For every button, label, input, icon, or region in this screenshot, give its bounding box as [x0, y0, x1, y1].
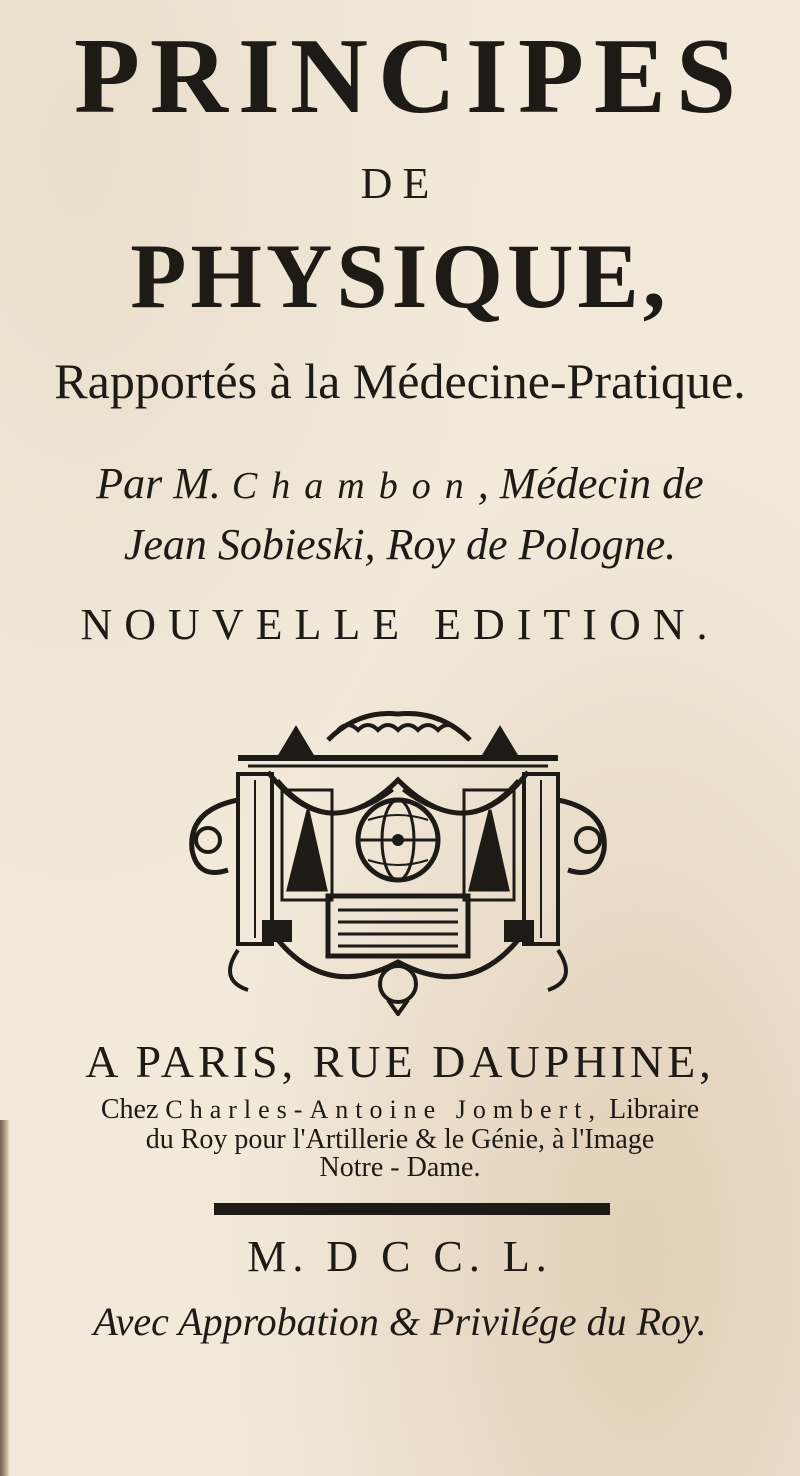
- title-de: DE: [360, 159, 440, 208]
- edition-statement: NOUVELLE EDITION.: [80, 600, 720, 649]
- author-role: , Médecin de: [477, 459, 704, 508]
- imprint-printer-line2: du Roy pour l'Artillerie & le Génie, à l'Image: [145, 1124, 655, 1155]
- imprint-printer: [0, 1094, 800, 1126]
- imprint-place: A PARIS, RUE DAUPHINE,: [85, 1036, 715, 1087]
- privilege-statement: Avec Approbation & Privilége du Roy.: [93, 1299, 707, 1344]
- author-line: [0, 460, 800, 510]
- printers-ornament-icon: [178, 700, 618, 1016]
- printer-suffix: Libraire: [608, 1094, 700, 1125]
- author-patron: Jean Sobieski, Roy de Pologne.: [123, 520, 677, 569]
- double-rule-divider: [214, 1203, 610, 1213]
- subtitle: Rapportés à la Médecine-Pratique.: [54, 353, 746, 409]
- publication-year: M. D C C. L.: [247, 1232, 553, 1281]
- imprint-printer-line3: Notre - Dame.: [319, 1152, 481, 1183]
- author-prefix: Par M.: [96, 459, 221, 508]
- printer-prefix: Chez: [100, 1094, 159, 1125]
- title-principes: PRINCIPES: [73, 17, 747, 136]
- title-physique: PHYSIQUE,: [130, 225, 670, 327]
- printer-name: Charles-Antoine Jombert,: [165, 1095, 602, 1124]
- author-name: Chambon: [231, 465, 478, 507]
